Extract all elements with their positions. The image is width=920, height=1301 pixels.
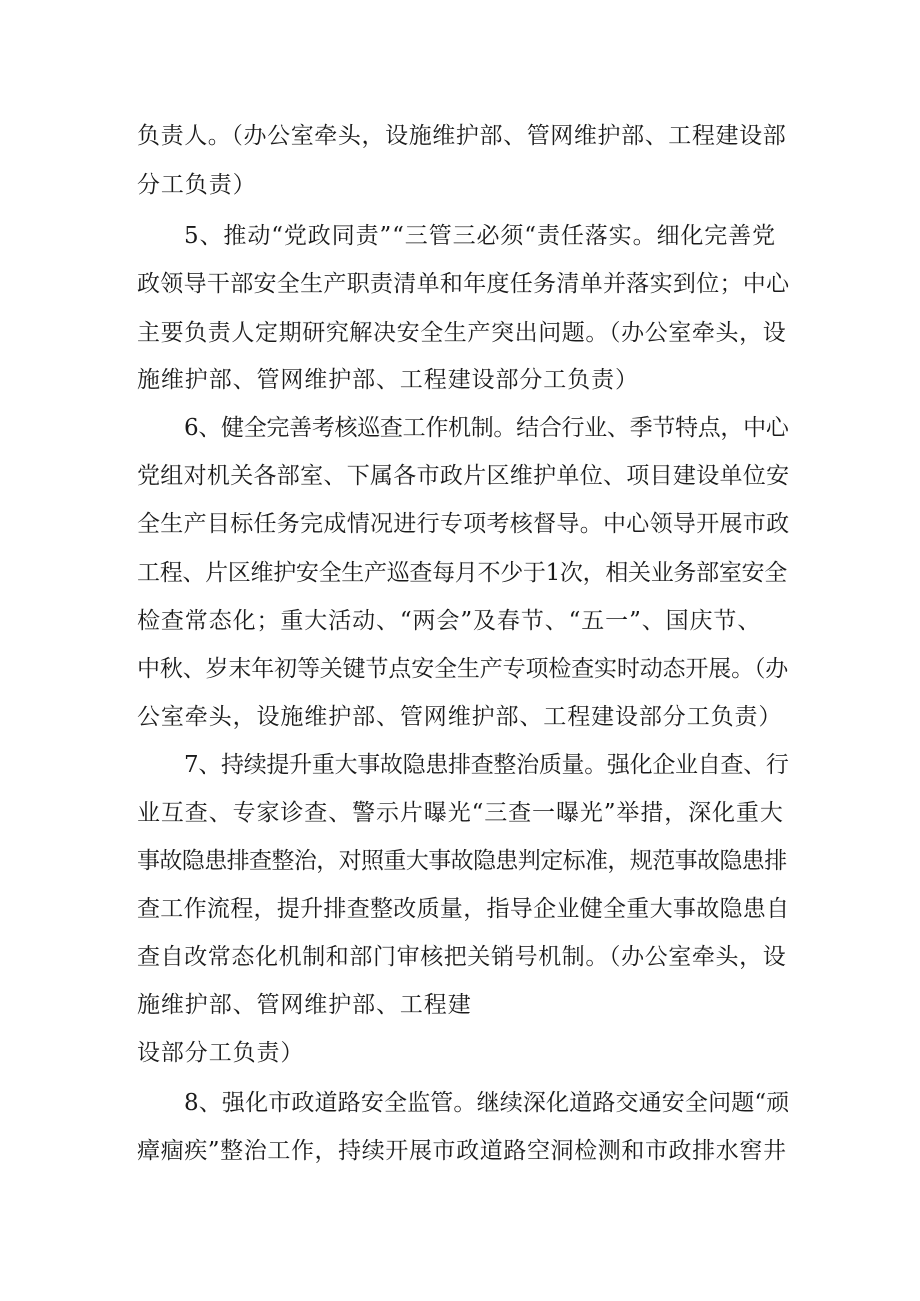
text-line: 查工作流程，提升排查整改质量，指导企业健全重大事故隐患自 (137, 896, 790, 922)
text-line: 公室牵头，设施维护部、管网维护部、工程建设部分工负责） (137, 704, 783, 730)
text-line: 党组对机关各部室、下属各市政片区维护单位、项目建设单位安 (137, 463, 790, 489)
text-line: 主要负责人定期研究解决安全生产突出问题。（办公室牵头，设 (137, 320, 787, 346)
text-line: 瘴痼疾”整治工作，持续开展市政道路空洞检测和市政排水窖井 (137, 1138, 787, 1164)
text-line: 业互查、专家诊查、警示片曝光“三查一曝光”举措，深化重大 (137, 800, 784, 826)
text-line: 工程、片区维护安全生产巡查每月不少于1次，相关业务部室安全 (137, 560, 787, 586)
text-line: 施维护部、管网维护部、工程建设部分工负责） (137, 367, 639, 393)
text-line: 6、健全完善考核巡查工作机制。结合行业、季节特点，中心 (184, 415, 789, 441)
text-line: 检查常态化；重大活动、“两会”及春节、“五一”、国庆节、 (137, 608, 762, 634)
text-line: 5、推动“党政同责”“三管三必须“责任落实。细化完善党 (184, 223, 776, 249)
text-line: 全生产目标任务完成情况进行专项考核督导。中心领导开展市政 (137, 511, 790, 537)
text-line: 查自改常态化机制和部门审核把关销号机制。（办公室牵头，设 (137, 944, 787, 970)
text-line: 7、持续提升重大事故隐患排查整治质量。强化企业自查、行 (184, 752, 789, 778)
text-line: 8、强化市政道路安全监管。继续深化道路交通安全问题“顽 (184, 1090, 790, 1116)
text-line: 施维护部、管网维护部、工程建 (137, 992, 472, 1018)
text-line: 分工负责） (137, 172, 257, 198)
text-line: 事故隐患排查整治，对照重大事故隐患判定标准，规范事故隐患排 (137, 848, 787, 874)
text-line: 负责人。（办公室牵头，设施维护部、管网维护部、工程建设部 (137, 123, 787, 149)
text-line: 政领导干部安全生产职责清单和年度任务清单并落实到位；中心 (137, 271, 790, 297)
text-line: 中秋、岁末年初等关键节点安全生产专项检查实时动态开展。（办 (137, 656, 789, 682)
text-line: 设部分工负责） (137, 1040, 305, 1066)
